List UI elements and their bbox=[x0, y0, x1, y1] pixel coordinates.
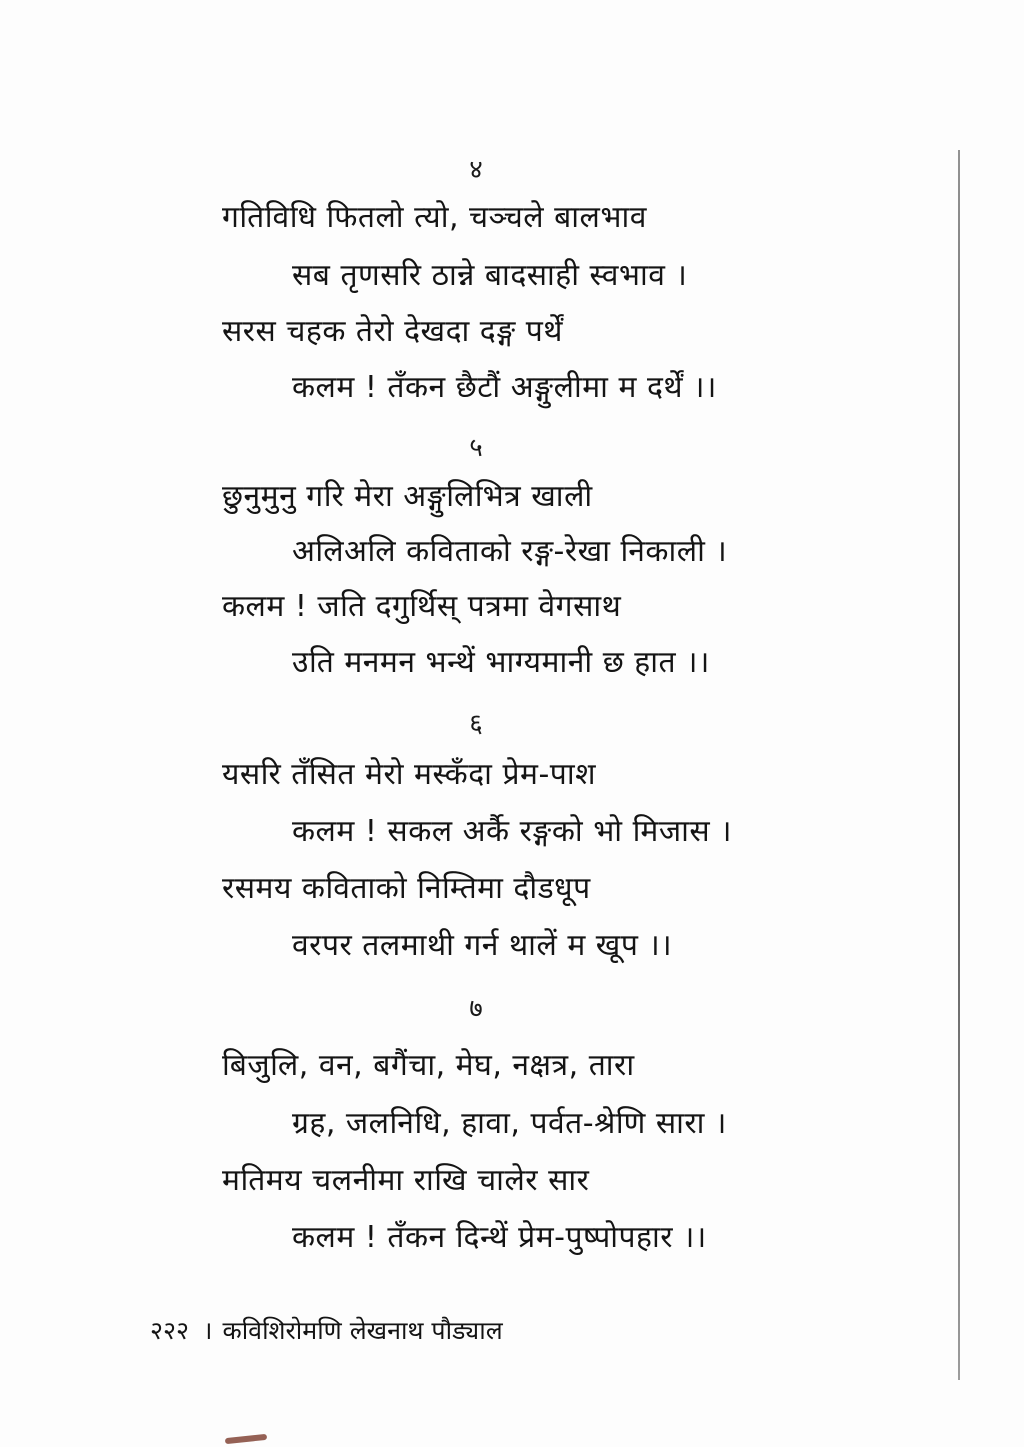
verse-line: सब तृणसरि ठान्ने बादसाही स्वभाव । bbox=[292, 258, 688, 293]
verse-line: अलिअलि कविताको रङ्ग-रेखा निकाली । bbox=[292, 534, 728, 569]
verse-line: बिजुलि, वन, बगैंचा, मेघ, नक्षत्र, तारा bbox=[222, 1048, 635, 1083]
footer-separator: । bbox=[203, 1316, 213, 1345]
stanza-number: ५ bbox=[469, 433, 483, 463]
stanza-number: ७ bbox=[469, 994, 483, 1024]
stanza-number: ४ bbox=[469, 155, 483, 185]
scan-smudge bbox=[225, 1434, 267, 1444]
page-footer bbox=[150, 1318, 503, 1343]
page-number: २२२ bbox=[150, 1316, 190, 1345]
verse-line: यसरि तँसित मेरो मस्कँदा प्रेम-पाश bbox=[222, 757, 596, 792]
verse-line: सरस चहक तेरो देखदा दङ्ग पर्थें bbox=[222, 314, 563, 349]
verse-line: कलम ! जति दगुर्थिस् पत्रमा वेगसाथ bbox=[222, 589, 622, 624]
verse-line: कलम ! तँकन छैटौं अङ्गुलीमा म दर्थें ।। bbox=[292, 370, 717, 405]
verse-line: ग्रह, जलनिधि, हावा, पर्वत-श्रेणि सारा । bbox=[292, 1106, 727, 1141]
verse-line: गतिविधि फितलो त्यो, चञ्चले बालभाव bbox=[222, 200, 647, 235]
book-title: कविशिरोमणि लेखनाथ पौड्याल bbox=[222, 1316, 503, 1345]
stanza-number: ६ bbox=[469, 709, 483, 739]
verse-line: वरपर तलमाथी गर्न थालें म खूप ।। bbox=[292, 928, 673, 963]
verse-line: कलम ! सकल अर्कै रङ्गको भो मिजास । bbox=[292, 814, 733, 849]
page-edge-line bbox=[958, 150, 960, 1380]
verse-line: उति मनमन भन्थें भाग्यमानी छ हात ।। bbox=[292, 645, 710, 680]
verse-line: मतिमय चलनीमा राखि चालेर सार bbox=[222, 1163, 590, 1198]
verse-line: कलम ! तँकन दिन्थें प्रेम-पुष्पोपहार ।। bbox=[292, 1220, 707, 1255]
verse-line: छुनुमुनु गरि मेरा अङ्गुलिभित्र खाली bbox=[222, 479, 593, 514]
verse-line: रसमय कविताको निम्तिमा दौडधूप bbox=[222, 871, 591, 906]
